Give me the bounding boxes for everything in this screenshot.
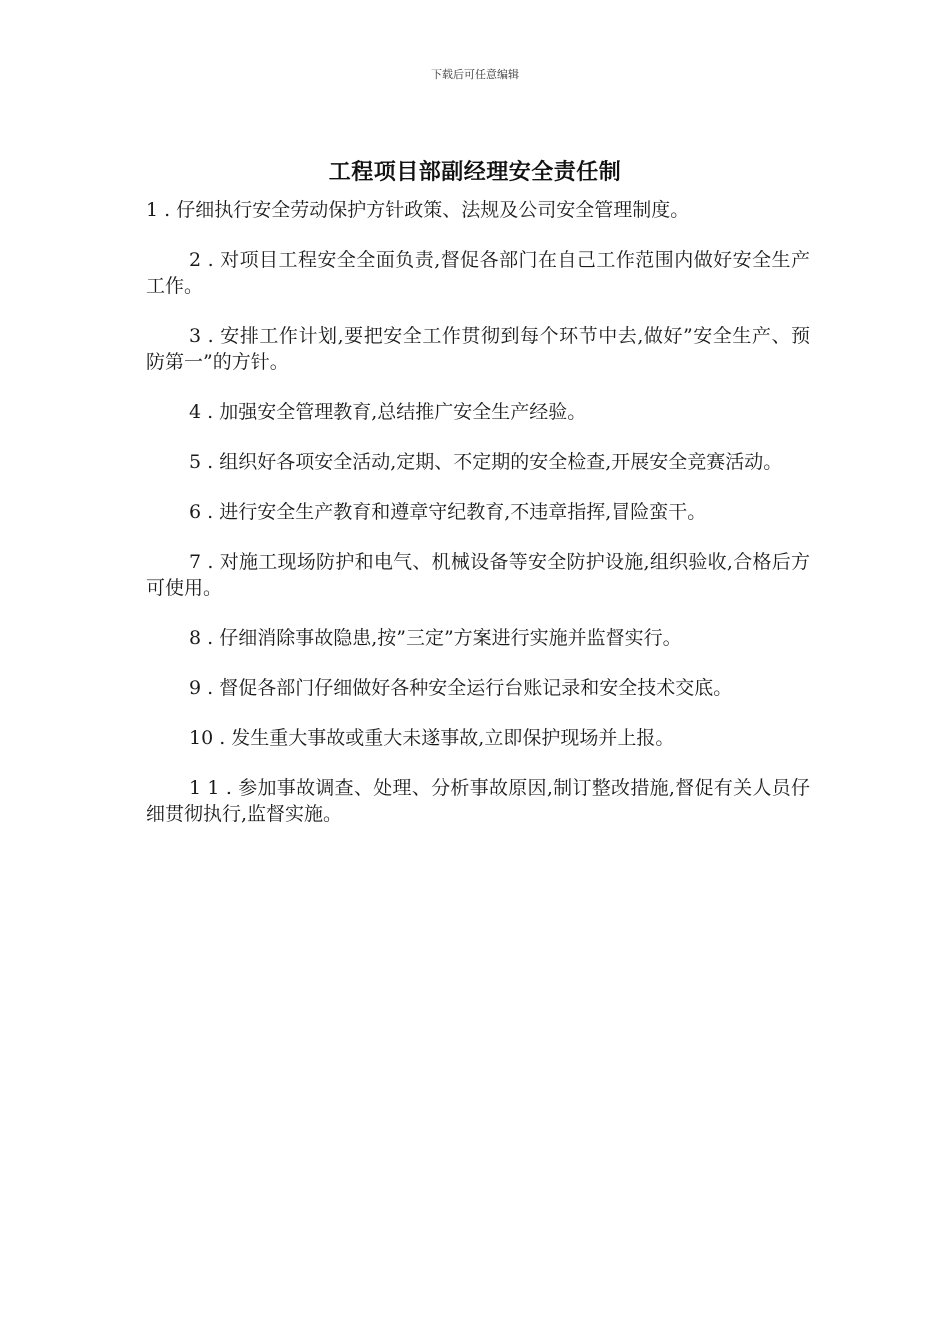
document-body — [146, 197, 810, 851]
responsibility-item-9: 9 . 督促各部门仔细做好各种安全运行台账记录和安全技术交底。 — [189, 677, 733, 699]
responsibility-item-4: 4 . 加强安全管理教育,总结推广安全生产经验。 — [189, 401, 587, 423]
responsibility-item-1: 1 . 仔细执行安全劳动保护方针政策、法规及公司安全管理制度。 — [146, 199, 690, 221]
responsibility-item-11: 1 1 . 参加事故调查、处理、分析事故原因,制订整改措施,督促有关人员仔细贯彻执行,监督实施。 — [146, 777, 810, 825]
responsibility-item-8: 8 . 仔细消除事故隐患,按”三定”方案进行实施并监督实行。 — [189, 627, 682, 649]
responsibility-item-10: 10 . 发生重大事故或重大未遂事故,立即保护现场并上报。 — [189, 727, 675, 749]
header-note: 下载后可任意编辑 — [431, 68, 519, 81]
responsibility-item-6: 6 . 进行安全生产教育和遵章守纪教育,不违章指挥,冒险蛮干。 — [189, 501, 707, 523]
responsibility-item-3: 3 . 安排工作计划,要把安全工作贯彻到每个环节中去,做好”安全生产、预防第一”的方针。 — [146, 325, 810, 373]
responsibility-item-5: 5 . 组织好各项安全活动,定期、不定期的安全检查,开展安全竞赛活动。 — [189, 451, 783, 473]
responsibility-item-2: 2 . 对项目工程安全全面负责,督促各部门在自己工作范围内做好安全生产工作。 — [146, 249, 810, 297]
responsibility-item-7: 7 . 对施工现场防护和电气、机械设备等安全防护设施,组织验收,合格后方可使用。 — [146, 551, 810, 599]
document-title: 工程项目部副经理安全责任制 — [328, 160, 622, 185]
